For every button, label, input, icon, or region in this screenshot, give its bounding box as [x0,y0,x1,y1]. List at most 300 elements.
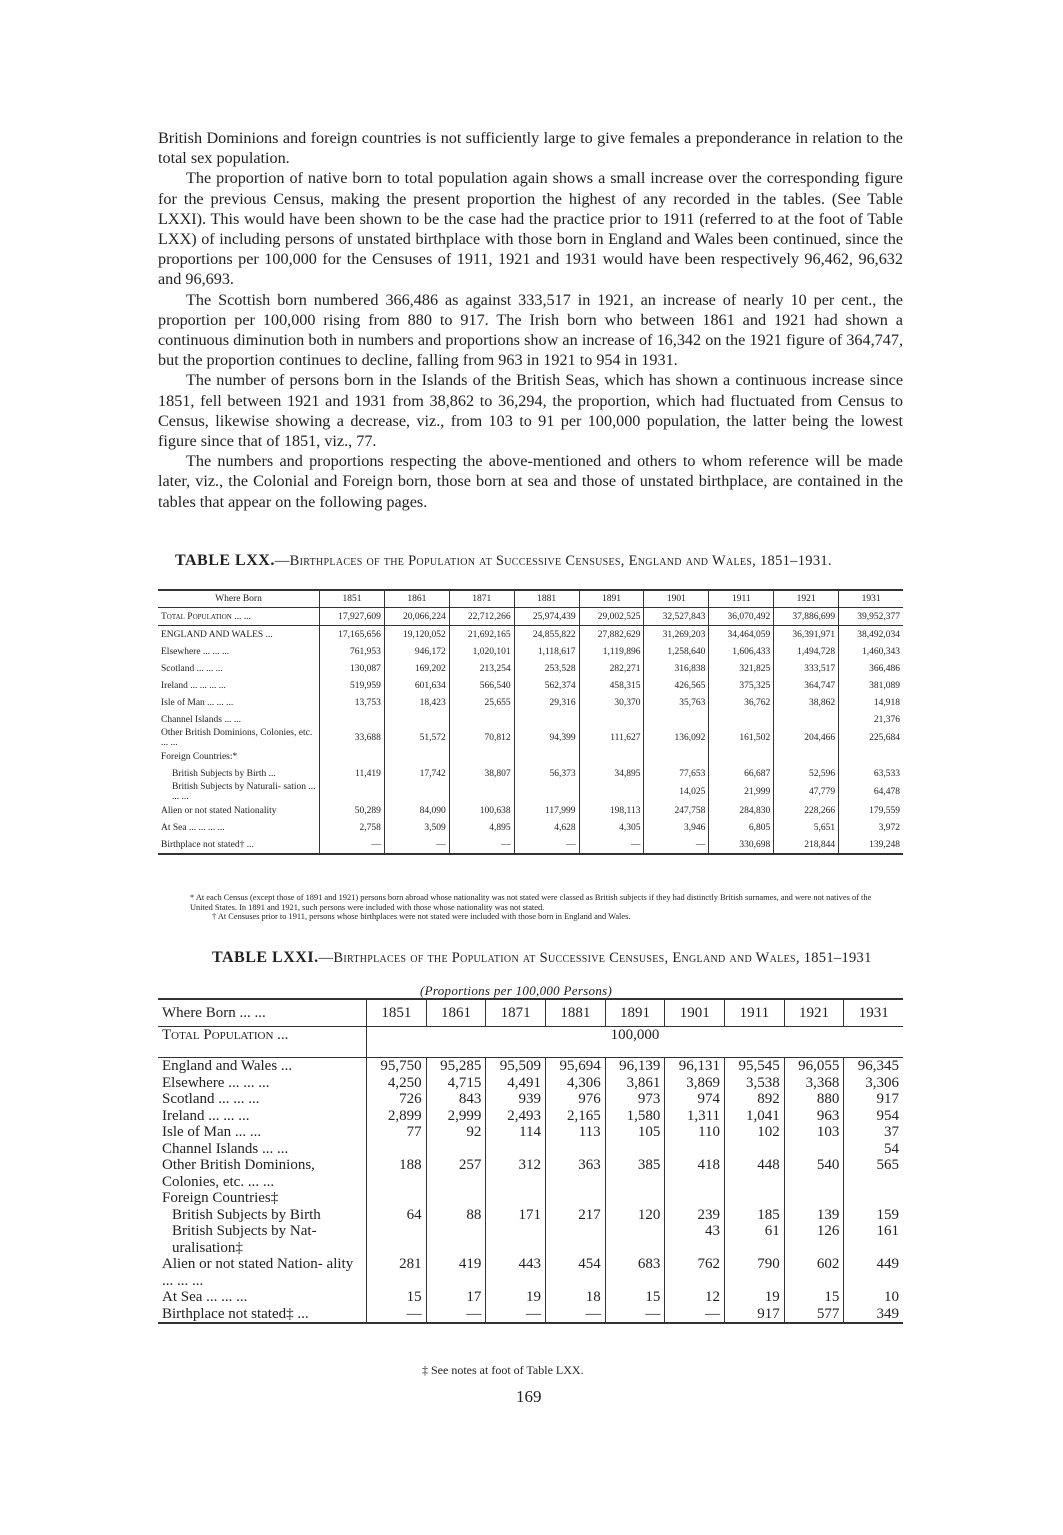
table-cell: 92 [426,1124,486,1141]
table-cell: 139,248 [839,836,903,854]
table-cell: 312 [486,1157,546,1190]
table-cell: 363 [546,1157,606,1190]
table-cell: — [384,836,449,854]
table-row [158,748,903,765]
table70-notes [190,893,890,922]
table-cell: 179,559 [839,802,903,819]
table-cell: 95,545 [725,1058,785,1075]
table-cell: 454 [546,1256,606,1289]
table-cell [514,782,579,802]
table71-label: TABLE LXXI. [212,949,319,966]
table-cell: 217 [546,1207,606,1224]
table-cell: 683 [605,1256,665,1289]
table-cell: 36,070,492 [709,608,774,626]
table-cell: 448 [725,1157,785,1190]
table-cell: 38,862 [774,694,839,711]
table-row [158,1124,903,1141]
table-cell: — [579,836,644,854]
table-cell [605,1223,665,1256]
table-cell: 102 [725,1124,785,1141]
table-cell [449,748,514,765]
table-cell [449,711,514,728]
table-cell: 14,918 [839,694,903,711]
table-cell: 316,838 [644,660,709,677]
table-cell: 36,762 [709,694,774,711]
table-cell: 4,250 [367,1075,427,1092]
table-row [158,728,903,748]
table-cell [644,748,709,765]
table-cell: — [320,836,385,854]
table-cell: 458,315 [579,677,644,694]
table-cell: 225,684 [839,728,903,748]
table-cell: 426,565 [644,677,709,694]
table-cell [514,748,579,765]
table-cell: 3,869 [665,1075,725,1092]
table-row [158,1091,903,1108]
column-header-where-born: Where Born ... ... [158,999,367,1027]
row-label: Foreign Countries:* [161,751,238,762]
column-header-year: 1911 [725,999,785,1027]
table-cell: 917 [844,1091,903,1108]
table-cell: 1,580 [605,1108,665,1125]
table-cell: 946,172 [384,643,449,660]
table-cell: 37 [844,1124,903,1141]
table-cell: 4,491 [486,1075,546,1092]
table-cell [426,1190,486,1207]
row-label: Total Population ... ... [161,611,251,622]
table-cell: 321,825 [709,660,774,677]
row-label: Isle of Man ... ... ... [161,697,234,708]
table-cell: 96,055 [784,1058,844,1075]
table-cell: — [665,1306,725,1324]
table-cell [546,1141,606,1158]
table-cell [546,1223,606,1256]
table-cell [384,748,449,765]
table-cell: 253,528 [514,660,579,677]
table-row [158,1256,903,1289]
table-cell: 56,373 [514,765,579,782]
table-cell: 39,952,377 [839,608,903,626]
table-cell: — [367,1306,427,1324]
table-cell: 577 [784,1306,844,1324]
table-cell: 185 [725,1207,785,1224]
row-label: Isle of Man ... ... [162,1124,262,1140]
table-cell: 13,753 [320,694,385,711]
table-cell: 2,165 [546,1108,606,1125]
table-cell: 204,466 [774,728,839,748]
table-cell: 17,927,609 [320,608,385,626]
table-cell: 70,812 [449,728,514,748]
paragraph: British Dominions and foreign countries is not sufficiently large to give females a preponderance in relation to the total sex population. [158,129,903,168]
table-cell: 84,090 [384,802,449,819]
table-cell: 34,464,059 [709,626,774,644]
column-header-year: 1881 [546,999,606,1027]
table-cell: 562,374 [514,677,579,694]
table-row [158,802,903,819]
table-cell: 17,165,656 [320,626,385,644]
table70-caption-text: —Birthplaces of the Population at Successive Censuses, England and Wales, 1851–1931. [274,553,832,569]
table-cell: 375,325 [709,677,774,694]
table-cell: 364,747 [774,677,839,694]
row-label: British Subjects by Nat- uralisation‡ [172,1223,317,1256]
table-cell: — [486,1306,546,1324]
table-cell: 11,419 [320,765,385,782]
table-cell: 50,289 [320,802,385,819]
table-row [158,608,903,626]
table-cell: 761,953 [320,643,385,660]
table-cell: 95,509 [486,1058,546,1075]
row-label: Birthplace not stated‡ ... [158,1306,367,1324]
column-header-year: 1921 [784,999,844,1027]
table-cell [320,748,385,765]
table-cell: — [644,836,709,854]
table-cell: 29,316 [514,694,579,711]
table-cell: 281 [367,1256,427,1289]
table-cell: 843 [426,1091,486,1108]
table-cell: 963 [784,1108,844,1125]
table-cell: 4,628 [514,819,579,836]
table-row [158,677,903,694]
table-cell: 5,651 [774,819,839,836]
table-cell: 2,999 [426,1108,486,1125]
table-cell [709,748,774,765]
table-cell: 95,285 [426,1058,486,1075]
table-cell: 169,202 [384,660,449,677]
table-cell [709,711,774,728]
table-cell: 15 [784,1289,844,1306]
table70-note: * At each Census (except those of 1891 and 1921) persons born abroad whose nationality was not stated were classed as British subjects if they had distinctly British surnames, and were not natives of the United States. In 1891 and 1921, such persons were included with those whose nationality was not stated. [190,893,872,912]
table-cell: 31,269,203 [644,626,709,644]
table-cell: 161 [844,1223,903,1256]
table-cell: 973 [605,1091,665,1108]
table-cell: 228,266 [774,802,839,819]
table70-caption [175,552,895,570]
page-number: 169 [516,1387,542,1406]
table-cell: 1,258,640 [644,643,709,660]
table-cell: 111,627 [579,728,644,748]
table-cell: 47,779 [774,782,839,802]
table-cell: 19 [486,1289,546,1306]
table-cell [784,1190,844,1207]
table-cell [384,782,449,802]
table-cell: 247,758 [644,802,709,819]
table-cell: 2,899 [367,1108,427,1125]
table-row [158,643,903,660]
row-label: Elsewhere ... ... ... [162,1074,270,1091]
table-cell: 77,653 [644,765,709,782]
table-cell: 95,694 [546,1058,606,1075]
table-cell: — [514,836,579,854]
table-cell: 117,999 [514,802,579,819]
row-label: Ireland ... ... ... ... [161,680,226,691]
paragraph: The proportion of native born to total population again shows a small increase over the corresponding figure for the previous Census, making the present proportion the highest of any recorded in the tables. (See Table LXXI). This would have been shown to be the case had the practice prior to 1911 (referred to at the foot of Table LXX) of including persons of unstated birthplace with those born in England and Wales been continued, since the proportions per 100,000 for the Censuses of 1911, 1921 and 1931 would have been respectively 96,462, 96,632 and 96,693. [158,169,903,289]
column-header-year: 1871 [449,590,514,608]
row-label: Channel Islands ... ... [161,714,241,725]
column-header-where-born: Where Born [158,590,320,608]
table-row [158,1141,903,1158]
table-row [158,1027,903,1058]
table-cell: — [449,836,514,854]
table-row [158,1108,903,1125]
table-cell: 19,120,052 [384,626,449,644]
table-cell: 61 [725,1223,785,1256]
table-cell: 34,895 [579,765,644,782]
row-label: ENGLAND AND WALES ... [158,626,320,644]
table-cell: 2,758 [320,819,385,836]
table-cell: 4,895 [449,819,514,836]
row-label: Alien or not stated Nation- ality ... ... ... [162,1256,354,1289]
table-cell: 418 [665,1157,725,1190]
table-cell: 130,087 [320,660,385,677]
table-row [158,1289,903,1306]
table-cell [579,748,644,765]
table-cell: 32,527,843 [644,608,709,626]
row-label: Ireland ... ... ... [162,1107,250,1124]
paragraph: The Scottish born numbered 366,486 as against 333,517 in 1921, an increase of nearly 10 per cent., the proportion per 100,000 rising from 880 to 917. The Irish born who between 1861 and 1921 had shown a continuous diminution both in numbers and proportions show an increase of 16,342 on the 1921 figure of 364,747, but the proportion continues to decline, falling from 963 in 1921 to 954 in 1931. [158,290,903,370]
table-cell [486,1190,546,1207]
table-cell: 880 [784,1091,844,1108]
table-cell [725,1141,785,1158]
table-cell: 198,113 [579,802,644,819]
table-cell: 17,742 [384,765,449,782]
table-cell: 54 [844,1141,903,1158]
table-cell: 790 [725,1256,785,1289]
table-cell: 38,807 [449,765,514,782]
table-cell: 330,698 [709,836,774,854]
table-cell: 161,502 [709,728,774,748]
table-cell [774,748,839,765]
row-label: Scotland ... ... ... [162,1091,260,1107]
table-cell: 29,002,525 [579,608,644,626]
row-label: Total Population ... [162,1027,289,1043]
table-cell: 566,540 [449,677,514,694]
table-cell: 1,311 [665,1108,725,1125]
table-cell [665,1141,725,1158]
table-cell [426,1223,486,1256]
table-cell [384,711,449,728]
table-cell: 63,533 [839,765,903,782]
table-cell: 15 [605,1289,665,1306]
table-cell: 218,844 [774,836,839,854]
table-cell: 917 [725,1306,785,1324]
table-cell: 3,946 [644,819,709,836]
table-cell: 126 [784,1223,844,1256]
table71-subcaption: (Proportions per 100,000 Persons) [420,983,613,998]
table-cell [579,782,644,802]
column-header-year: 1931 [844,999,903,1027]
table-cell: 366,486 [839,660,903,677]
column-header-year: 1921 [774,590,839,608]
table-cell: 239 [665,1207,725,1224]
table-row [158,1306,903,1324]
table-cell: 110 [665,1124,725,1141]
table-cell: 1,041 [725,1108,785,1125]
table-cell: 10 [844,1289,903,1306]
table-cell: 19 [725,1289,785,1306]
column-header-year: 1891 [605,999,665,1027]
table-cell: 103 [784,1124,844,1141]
table-row [158,1207,903,1224]
column-header-year: 1851 [320,590,385,608]
table-cell: 601,634 [384,677,449,694]
table-cell: 30,370 [579,694,644,711]
table-cell: 114 [486,1124,546,1141]
table-cell: 64,478 [839,782,903,802]
table-cell: 381,089 [839,677,903,694]
table-cell: 25,655 [449,694,514,711]
table-cell: 96,139 [605,1058,665,1075]
table-cell: 21,999 [709,782,774,802]
table-row [158,819,903,836]
table-cell: 333,517 [774,660,839,677]
table-cell: 419 [426,1256,486,1289]
table-cell: — [426,1306,486,1324]
table71-footnote: ‡ See notes at foot of Table LXX. [422,1363,584,1377]
table-cell: 27,882,629 [579,626,644,644]
table-cell: 449 [844,1256,903,1289]
table-cell: 12 [665,1289,725,1306]
table-cell: 762 [665,1256,725,1289]
table-cell: 139 [784,1207,844,1224]
table-cell: 120 [605,1207,665,1224]
table-cell [426,1141,486,1158]
row-label: Scotland ... ... ... [161,663,223,674]
table-cell [367,1190,427,1207]
table-cell: 21,692,165 [449,626,514,644]
table-lxxi [158,998,903,1324]
row-label: At Sea ... ... ... ... [161,822,225,833]
table-cell: 113 [546,1124,606,1141]
table-cell: 443 [486,1256,546,1289]
table-row [158,1058,903,1075]
table-cell: 25,974,439 [514,608,579,626]
table-cell: — [546,1306,606,1324]
column-header-year: 1891 [579,590,644,608]
table-cell [605,1141,665,1158]
column-header-year: 1861 [426,999,486,1027]
row-label: England and Wales ... [158,1058,367,1075]
table-cell: 20,066,224 [384,608,449,626]
row-label: Other British Dominions, Colonies, etc. ... ... [161,728,313,748]
table-cell: 3,972 [839,819,903,836]
table-row [158,1075,903,1092]
table-cell: 1,118,617 [514,643,579,660]
table-cell [839,748,903,765]
row-label: British Subjects by Naturali- sation ... ... ... [172,782,316,802]
table70-note: † At Censuses prior to 1911, persons whose birthplaces were not stated were included with those born in England and Wales. [212,912,631,921]
table-cell: 21,376 [839,711,903,728]
row-label: British Subjects by Birth ... [172,768,276,779]
table-cell: 1,119,896 [579,643,644,660]
table-cell: 188 [367,1157,427,1190]
table-cell: 159 [844,1207,903,1224]
table-cell: 52,596 [774,765,839,782]
paragraph: The number of persons born in the Islands of the British Seas, which has shown a continuous increase since 1851, fell between 1921 and 1931 from 38,862 to 36,294, the proportion, which had fluctuated from Census to Census, likewise showing a decrease, viz., from 103 to 91 per 100,000 population, the latter being the lowest figure since that of 1851, viz., 77. [158,371,903,451]
table70-label: TABLE LXX. [175,552,275,569]
row-label: Foreign Countries‡ [162,1190,279,1206]
table-cell [449,782,514,802]
row-label: Elsewhere ... ... ... [161,646,230,657]
table-cell: 726 [367,1091,427,1108]
table-cell: 349 [844,1306,903,1324]
table-cell: 892 [725,1091,785,1108]
table-cell: 213,254 [449,660,514,677]
table-cell [367,1141,427,1158]
table-cell: 88 [426,1207,486,1224]
table-cell: 3,368 [784,1075,844,1092]
column-header-year: 1931 [839,590,903,608]
table-cell: 15 [367,1289,427,1306]
table-cell: 519,959 [320,677,385,694]
table-cell: 18,423 [384,694,449,711]
table-cell [725,1190,785,1207]
column-header-year: 1901 [665,999,725,1027]
table-cell: 1,020,101 [449,643,514,660]
row-label: British Subjects by Birth [172,1206,321,1223]
table-cell: 51,572 [384,728,449,748]
table-cell: 66,687 [709,765,774,782]
table-cell: 77 [367,1124,427,1141]
table-cell: 24,855,822 [514,626,579,644]
table-cell: 565 [844,1157,903,1190]
column-header-year: 1851 [367,999,427,1027]
table-cell [486,1223,546,1256]
table-cell [367,1223,427,1256]
table-cell: 2,493 [486,1108,546,1125]
column-header-year: 1901 [644,590,709,608]
table-cell: 22,712,266 [449,608,514,626]
table-cell: 3,306 [844,1075,903,1092]
table-cell [644,711,709,728]
table-cell: 171 [486,1207,546,1224]
table71-caption [212,949,892,967]
row-label: Birthplace not stated† ... [158,836,320,854]
table-cell [605,1190,665,1207]
table-cell: 95,750 [367,1058,427,1075]
table-row [158,765,903,782]
table-cell: 3,538 [725,1075,785,1092]
body-text [158,128,903,512]
table-cell: 954 [844,1108,903,1125]
table-row [158,694,903,711]
table-row [158,626,903,644]
table-cell: 284,830 [709,802,774,819]
table-cell: 1,460,343 [839,643,903,660]
table-cell: — [605,1306,665,1324]
table-row [158,660,903,677]
row-label: At Sea ... ... ... [162,1289,248,1305]
table-cell: 4,715 [426,1075,486,1092]
table-cell: 540 [784,1157,844,1190]
table-cell: 14,025 [644,782,709,802]
table-cell [784,1141,844,1158]
table-cell: 939 [486,1091,546,1108]
table-cell: 38,492,034 [839,626,903,644]
table-cell: 3,509 [384,819,449,836]
table-cell: 6,805 [709,819,774,836]
table-cell: 100,000 [367,1027,904,1058]
table-row [158,836,903,854]
table-cell: 100,638 [449,802,514,819]
row-label: Channel Islands ... ... [162,1140,289,1157]
table-row [158,1223,903,1256]
table-cell: 105 [605,1124,665,1141]
table-cell [774,711,839,728]
column-header-year: 1871 [486,999,546,1027]
table-cell: 18 [546,1289,606,1306]
column-header-year: 1881 [514,590,579,608]
column-header-year: 1861 [384,590,449,608]
